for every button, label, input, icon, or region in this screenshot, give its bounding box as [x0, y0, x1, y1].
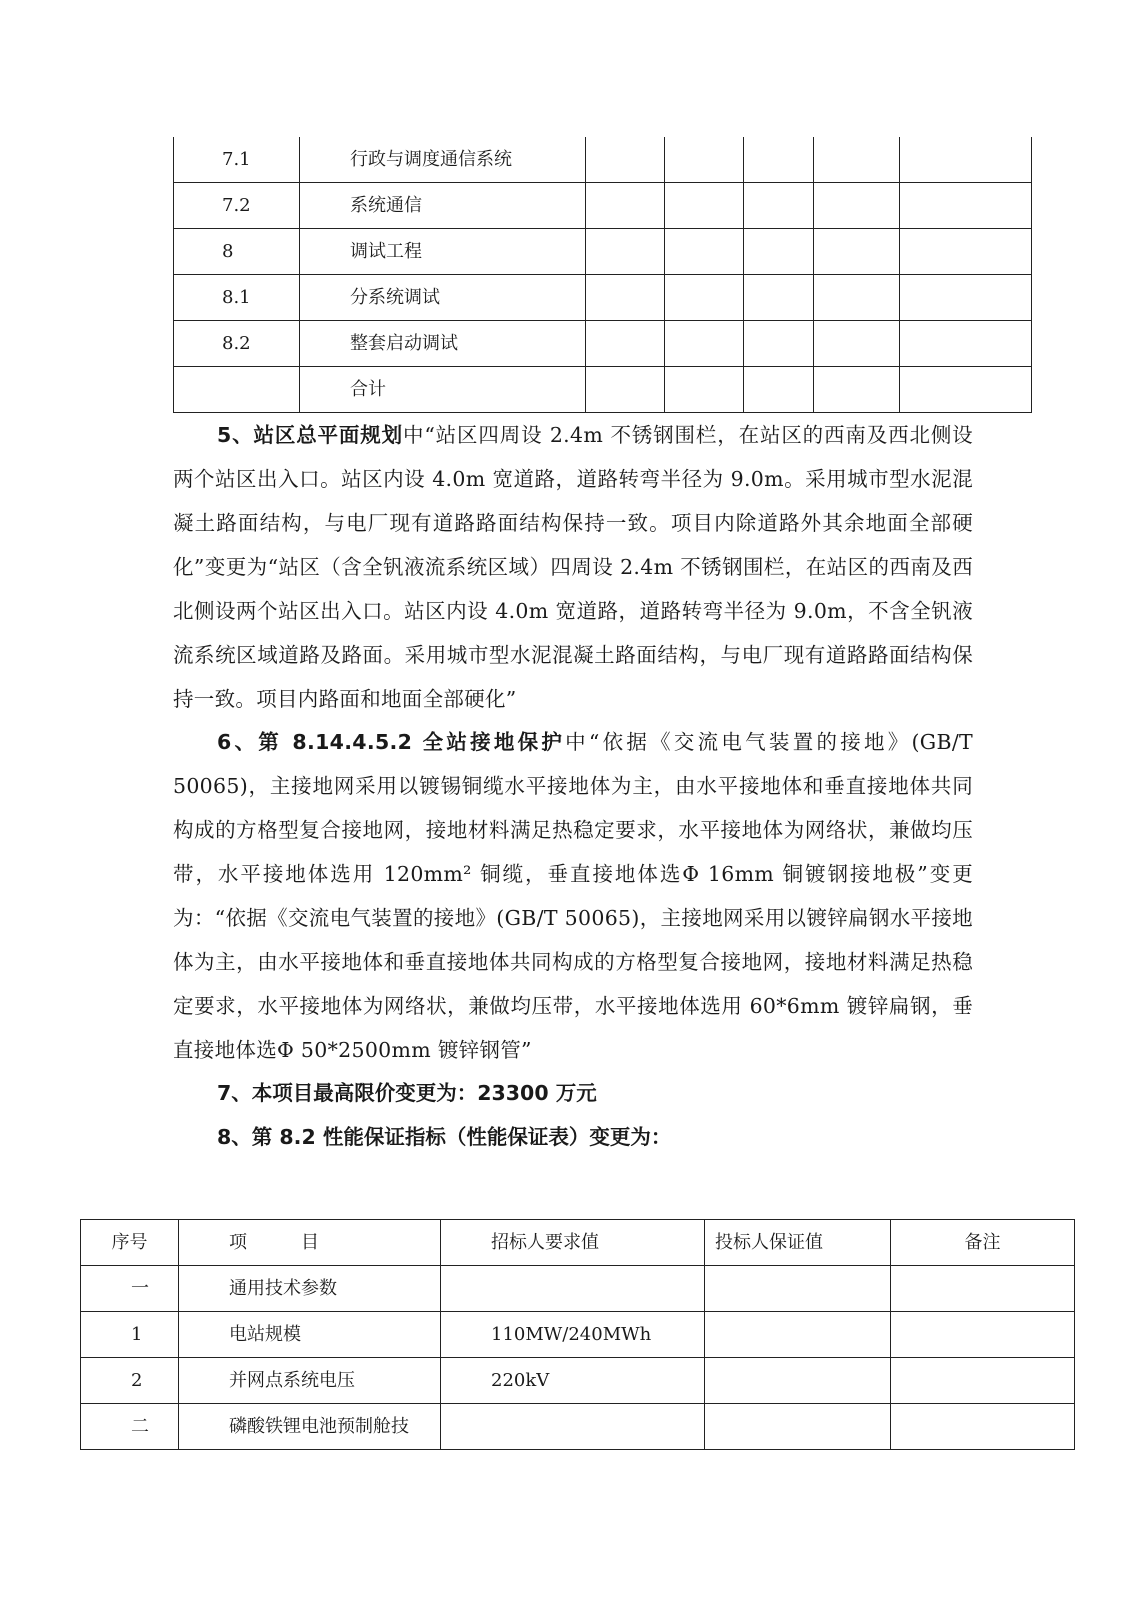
- row-number: 一: [81, 1266, 179, 1312]
- empty-cell: [744, 229, 814, 275]
- row-number: 8.1: [174, 275, 300, 321]
- performance-guarantee-table: [80, 1219, 1075, 1450]
- empty-cell: [665, 321, 744, 367]
- empty-cell: [814, 137, 900, 183]
- row-name: 行政与调度通信系统: [300, 137, 586, 183]
- row-item: 磷酸铁锂电池预制舱技: [179, 1404, 441, 1450]
- row-required-value: [441, 1404, 705, 1450]
- item-5-heading: 5、站区总平面规划: [217, 423, 403, 447]
- header-remark: 备注: [891, 1220, 1075, 1266]
- item-5-paragraph: [173, 413, 973, 721]
- empty-cell: [586, 367, 665, 413]
- table-row: [174, 183, 1032, 229]
- empty-cell: [814, 275, 900, 321]
- row-required-value: 220kV: [441, 1358, 705, 1404]
- item-6-paragraph: [173, 720, 973, 1072]
- row-number: 1: [81, 1312, 179, 1358]
- empty-cell: [705, 1358, 891, 1404]
- row-required-value: 110MW/240MWh: [441, 1312, 705, 1358]
- item-8-line: [173, 1115, 671, 1159]
- row-number: 二: [81, 1404, 179, 1450]
- empty-cell: [744, 183, 814, 229]
- item-7-text: 7、本项目最高限价变更为：23300 万元: [217, 1081, 597, 1105]
- item-5-text: 中“站区四周设 2.4m 不锈钢围栏，在站区的西南及西北侧设两个站区出入口。站区内设 4.0m 宽道路，道路转弯半径为 9.0m。采用城市型水泥混凝土路面结构，与电厂现有道路路面结构保持一致。项目内除道路外其余地面全部硬化”变更为“站区（含全钒液流系统区域）四周设 2.4m 不锈钢围栏，在站区的西南及西北侧设两个站区出入口。站区内设 4.0m 宽道路，道路转弯半径为 9.0m，不含全钒液流系统区域道路及路面。采用城市型水泥混凝土路面结构，与电厂现有道路路面结构保持一致。项目内路面和地面全部硬化”: [173, 423, 973, 711]
- empty-cell: [814, 229, 900, 275]
- empty-cell: [814, 367, 900, 413]
- table-header-row: [81, 1220, 1075, 1266]
- row-item: 并网点系统电压: [179, 1358, 441, 1404]
- empty-cell: [900, 321, 1032, 367]
- empty-cell: [744, 137, 814, 183]
- empty-cell: [900, 229, 1032, 275]
- empty-cell: [665, 229, 744, 275]
- table-row: [174, 321, 1032, 367]
- row-item: 通用技术参数: [179, 1266, 441, 1312]
- empty-cell: [891, 1404, 1075, 1450]
- table-row: [174, 229, 1032, 275]
- row-name: 合计: [300, 367, 586, 413]
- row-required-value: [441, 1266, 705, 1312]
- empty-cell: [900, 275, 1032, 321]
- table-row: [81, 1312, 1075, 1358]
- row-name: 整套启动调试: [300, 321, 586, 367]
- empty-cell: [900, 137, 1032, 183]
- empty-cell: [744, 321, 814, 367]
- row-number: 7.2: [174, 183, 300, 229]
- empty-cell: [744, 367, 814, 413]
- item-6-text: 中“依据《交流电气装置的接地》(GB/T 50065)，主接地网采用以镀锡铜缆水平接地体为主，由水平接地体和垂直接地体共同构成的方格型复合接地网，接地材料满足热稳定要求，水平接地体为网络状，兼做均压带，水平接地体选用 120mm² 铜缆，垂直接地体选Φ 16mm 铜镀钢接地极”变更为：“依据《交流电气装置的接地》(GB/T 50065)，主接地网采用以镀锌扁钢水平接地体为主，由水平接地体和垂直接地体共同构成的方格型复合接地网，接地材料满足热稳定要求，水平接地体为网络状，兼做均压带，水平接地体选用 60*6mm 镀锌扁钢，垂直接地体选Φ 50*2500mm 镀锌钢管”: [173, 730, 974, 1062]
- table-row: [81, 1358, 1075, 1404]
- table-row: [174, 137, 1032, 183]
- empty-cell: [665, 137, 744, 183]
- header-item: 项 目: [179, 1220, 441, 1266]
- empty-cell: [665, 275, 744, 321]
- table-row: [81, 1266, 1075, 1312]
- item-8-text: 8、第 8.2 性能保证指标（性能保证表）变更为：: [217, 1125, 672, 1149]
- table-row: [174, 275, 1032, 321]
- empty-cell: [665, 183, 744, 229]
- empty-cell: [900, 183, 1032, 229]
- row-number: 8.2: [174, 321, 300, 367]
- table-row: [81, 1404, 1075, 1450]
- row-number: 8: [174, 229, 300, 275]
- row-number: 2: [81, 1358, 179, 1404]
- header-guarantee-value: 投标人保证值: [705, 1220, 891, 1266]
- table-row: [174, 367, 1032, 413]
- empty-cell: [586, 321, 665, 367]
- row-name: 分系统调试: [300, 275, 586, 321]
- empty-cell: [586, 229, 665, 275]
- empty-cell: [705, 1404, 891, 1450]
- investment-table: [173, 137, 1032, 413]
- empty-cell: [586, 137, 665, 183]
- item-6-heading: 6、第 8.14.4.5.2 全站接地保护: [217, 730, 566, 754]
- empty-cell: [744, 275, 814, 321]
- empty-cell: [891, 1358, 1075, 1404]
- header-required-value: 招标人要求值: [441, 1220, 705, 1266]
- empty-cell: [900, 367, 1032, 413]
- empty-cell: [891, 1312, 1075, 1358]
- empty-cell: [586, 183, 665, 229]
- empty-cell: [705, 1266, 891, 1312]
- row-name: 调试工程: [300, 229, 586, 275]
- header-number: 序号: [81, 1220, 179, 1266]
- row-number: 7.1: [174, 137, 300, 183]
- empty-cell: [665, 367, 744, 413]
- empty-cell: [586, 275, 665, 321]
- empty-cell: [814, 183, 900, 229]
- row-number: [174, 367, 300, 413]
- empty-cell: [891, 1266, 1075, 1312]
- item-7-line: [173, 1071, 597, 1115]
- empty-cell: [705, 1312, 891, 1358]
- empty-cell: [814, 321, 900, 367]
- row-item: 电站规模: [179, 1312, 441, 1358]
- row-name: 系统通信: [300, 183, 586, 229]
